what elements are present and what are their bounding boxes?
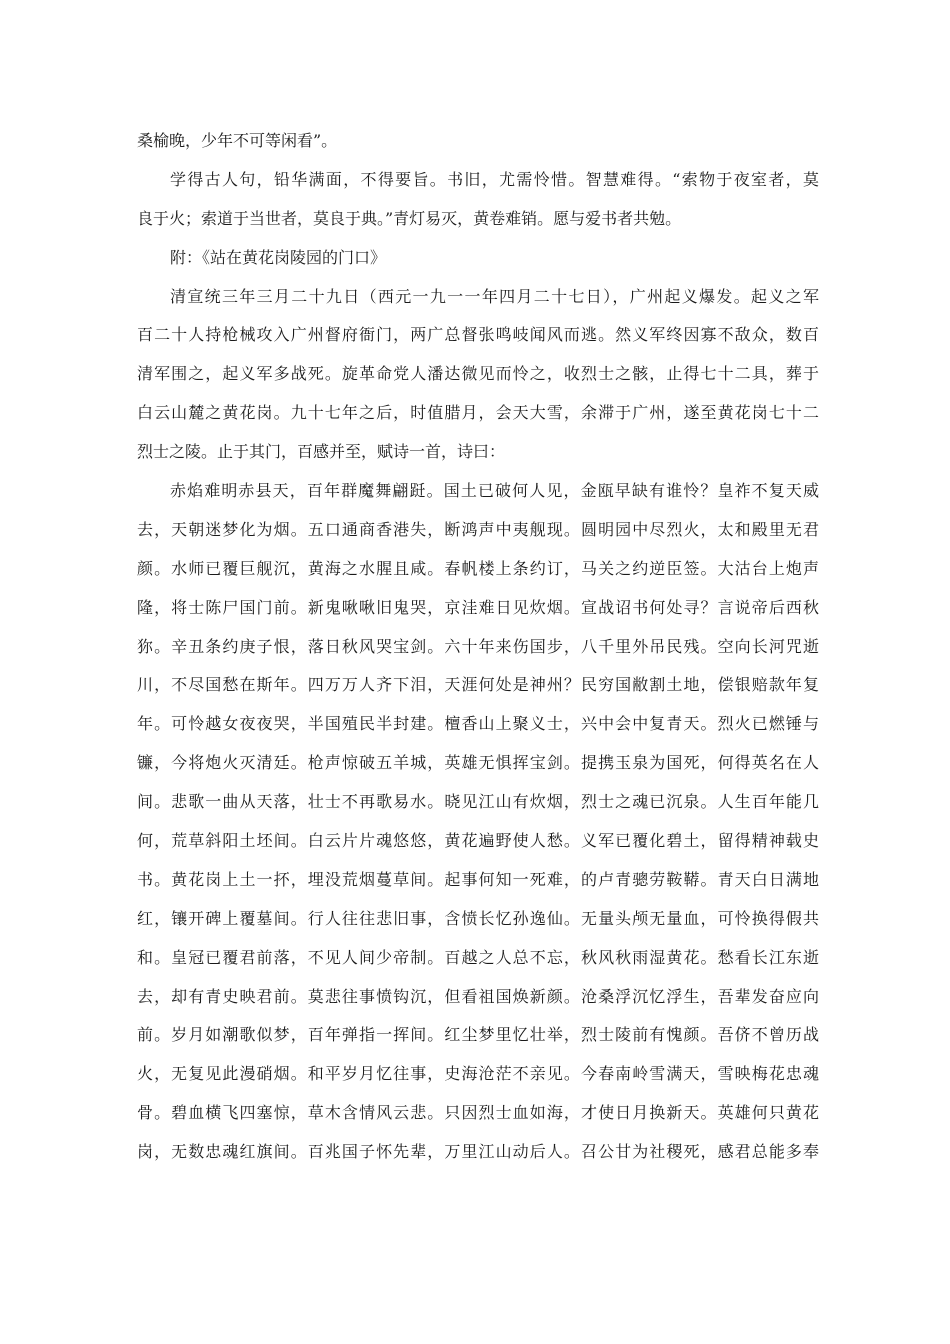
poem-line: 年。可怜越女夜夜哭，半国殖民半封建。檀香山上聚义士，兴中会中复青天。烈火已燃锤与 — [137, 714, 819, 734]
poem-line: 颜。水师已覆巨舰沉，黄海之水腥且咸。春帆楼上条约订，马关之约逆臣签。大沽台上炮声 — [137, 558, 819, 578]
poem-line: 间。悲歌一曲从天落，壮士不再歌易水。晓见江山有炊烟，烈士之魂已沉泉。人生百年能几 — [137, 792, 819, 812]
poem-line: 去，天朝迷梦化为烟。五口通商香港失，断鸿声中夷舰现。圆明园中尽烈火，太和殿里无君 — [137, 519, 819, 539]
appendix-title: 附：《站在黄花岗陵园的门口》 — [170, 247, 387, 267]
poem-line: 红，镶开碑上覆墓间。行人往往悲旧事，含愤长忆孙逸仙。无量头颅无量血，可怜换得假共 — [137, 908, 819, 928]
poem-line: 书。黄花岗上土一抔，埋没荒烟蔓草间。起事何知一死难，的卢青骢劳鞍鞯。青天白日满地 — [137, 869, 819, 889]
poem-line: 狝。辛丑条约庚子恨，落日秋风哭宝剑。六十年来伤国步，八千里外吊民残。空向长河咒逝 — [137, 636, 819, 656]
text-line: 清宣统三年三月二十九日（西元一九一一年四月二十七日），广州起义爆发。起义之军 — [170, 286, 819, 306]
poem-line: 火，无复见此漫硝烟。和平岁月忆往事，史海沧茫不亲见。今春南岭雪满天，雪映梅花忠魂 — [137, 1064, 819, 1084]
poem-line: 去，却有青史映君前。莫悲往事愤钩沉，但看祖国焕新颜。沧桑浮沉忆浮生，吾辈发奋应向 — [137, 986, 819, 1006]
text-line: 烈士之陵。止于其门，百感并至，赋诗一首，诗曰： — [137, 442, 506, 462]
poem-line: 镰，今将炮火灭清廷。枪声惊破五羊城，英雄无惧挥宝剑。提携玉泉为国死，何得英名在人 — [137, 753, 819, 773]
poem-line: 赤焰难明赤县天，百年群魔舞翩跹。国土已破何人见，金瓯早缺有谁怜？皇祚不复天威 — [170, 481, 819, 501]
poem-line: 川，不尽国愁在斯年。四万万人齐下泪，天涯何处是神州？民穷国敝割土地，偿银赔款年复 — [137, 675, 819, 695]
poem-line: 骨。碧血横飞四塞惊，草木含情风云悲。只因烈士血如海，才使日月换新天。英雄何只黄花 — [137, 1103, 819, 1123]
poem-line: 和。皇冠已覆君前落，不见人间少帝制。百越之人总不忘，秋风秋雨湿黄花。愁看长江东逝 — [137, 947, 819, 967]
text-line: 良于火；索道于当世者，莫良于典。”青灯易灭，黄卷难销。愿与爱书者共勉。 — [137, 208, 682, 228]
text-line: 桑榆晚，少年不可等闲看”。 — [137, 131, 338, 150]
text-line: 清军围之，起义军多战死。旋革命党人潘达微见而怜之，收烈士之骸，止得七十二具，葬于 — [137, 364, 819, 384]
text-line: 百二十人持枪械攻入广州督府衙门，两广总督张鸣岐闻风而逃。然义军终因寡不敌众，数百 — [137, 325, 819, 345]
text-line: 学得古人句，铅华满面，不得要旨。书旧，尤需怜惜。智慧难得。“索物于夜室者，莫 — [170, 169, 819, 189]
poem-line: 前。岁月如潮歌似梦，百年弹指一挥间。红尘梦里忆壮举，烈士陵前有愧颜。吾侪不曾历战 — [137, 1025, 819, 1045]
document-body — [137, 122, 819, 1172]
poem-line: 岗，无数忠魂红旗间。百兆国子怀先辈，万里江山动后人。召公甘为社稷死，感君总能多奉 — [137, 1142, 819, 1162]
poem-line: 何，荒草斜阳土坯间。白云片片魂悠悠，黄花遍野使人愁。义军已覆化碧土，留得精神载史 — [137, 831, 819, 851]
text-line: 白云山麓之黄花岗。九十七年之后，时值腊月，会天大雪，余滞于广州，遂至黄花岗七十二 — [137, 403, 819, 423]
poem-line: 隆，将士陈尸国门前。新鬼啾啾旧鬼哭，京洼难日见炊烟。宣战诏书何处寻？言说帝后西秋 — [137, 597, 819, 617]
